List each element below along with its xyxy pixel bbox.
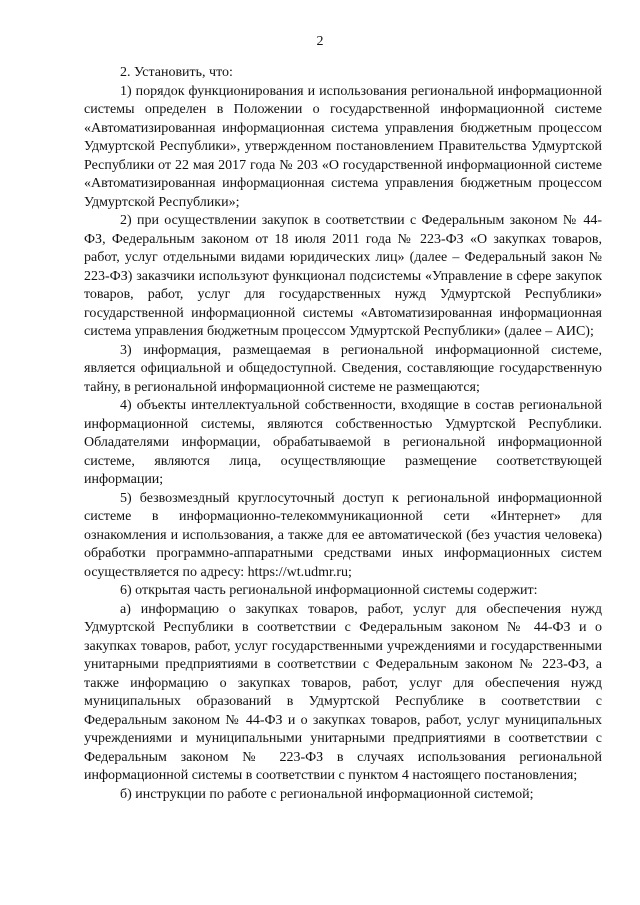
- page-number: 2: [316, 34, 324, 49]
- paragraph-item-3: 3) информация, размещаемая в региональной информационной системе, является официальной и общедоступной. Сведения, составляющие государственную тайну, в региональной информационной системе не размещаются;: [84, 342, 602, 395]
- paragraph-subitem-b: б) инструкции по работе с региональной информационной системой;: [120, 786, 534, 802]
- paragraph-subitem-a: а) информацию о закупках товаров, работ, услуг для обеспечения нужд Удмуртской Республики в соответствии с Федеральным законом № 44-ФЗ и о закупках товаров, работ, услуг государственными учреждениями и государственными унитарными предприятиями в соответствии с Федеральным законом № 223-ФЗ, а также информацию о закупках товаров, работ, услуг для обеспечения нужд муниципальных образований в Удмуртской Республике в соответствии с Федеральным законом № 44-ФЗ и о закупках товаров, работ, услуг муниципальных учреждениями и муниципальными унитарными предприятиями в соответствии с Федеральным законом № 223-ФЗ в случаях использования региональной информационной системы в соответствии с пунктом 4 настоящего постановления;: [84, 601, 602, 783]
- paragraph-item-2: 2) при осуществлении закупок в соответствии с Федеральным законом № 44-ФЗ, Федеральным законом от 18 июля 2011 года № 223-ФЗ «О закупках товаров, работ, услуг отдельными видами юридических лиц» (далее – Федеральный закон № 223-ФЗ) заказчики используют функционал подсистемы «Управление в сфере закупок товаров, работ, услуг для государственных нужд Удмуртской Республики» государственной информационной системы «Автоматизированная информационная система управления бюджетным процессом Удмуртской Республики» (далее – АИС);: [84, 213, 602, 339]
- paragraph-item-6: 6) открытая часть региональной информационной системы содержит:: [120, 583, 538, 598]
- paragraph-item-1: 1) порядок функционирования и использования региональной информационной системы определен в Положении о государственной информационной системе «Автоматизированная информационная система управления бюджетным процессом Удмуртской Республики», утвержденном постановлением Правительства Удмуртской Республики от 22 мая 2017 года № 203 «О государственной информационной системе «Автоматизированная информационная система управления бюджетным процессом Удмуртской Республики»;: [84, 83, 602, 210]
- paragraph-item-5: 5) безвозмездный круглосуточный доступ к региональной информационной системе в информационно-телекоммуникационной сети «Интернет» для ознакомления и использования, а также для ее автоматической (без участия человека) обработки программно-аппаратными средствами иных информационных систем осуществляется по адресу: https://wt.udmr.ru;: [84, 490, 602, 580]
- document-body: [84, 64, 602, 804]
- paragraph-item-4: 4) объекты интеллектуальной собственности, входящие в состав региональной информационной системы, являются собственностью Удмуртской Республики. Обладателями информации, обрабатываемой в региональной информационной системе, являются лица, осуществляющие размещение соответствующей информации;: [84, 398, 602, 487]
- paragraph-clause-2-intro: 2. Установить, что:: [120, 65, 233, 80]
